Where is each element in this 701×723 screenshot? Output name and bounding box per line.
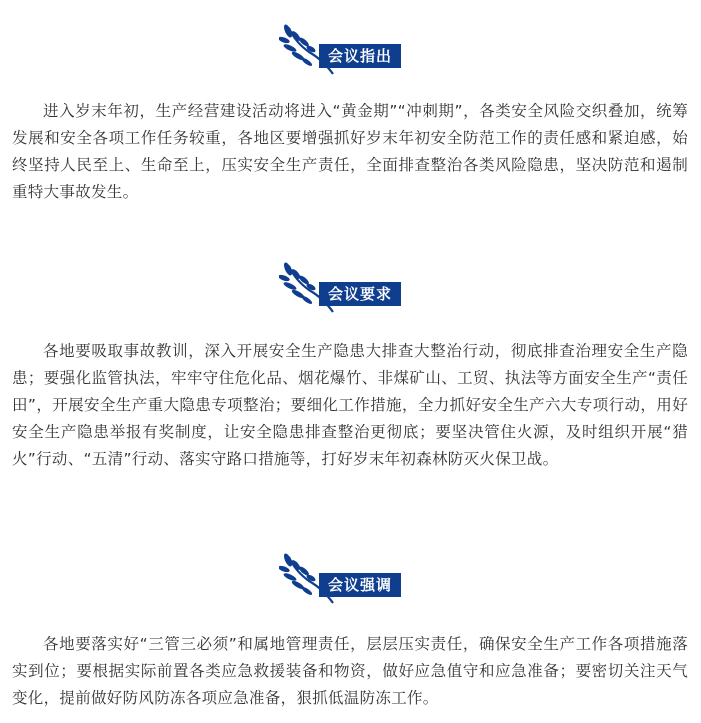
- section-heading: [279, 551, 409, 605]
- section-meeting-requirements: [0, 260, 701, 468]
- section-meeting-emphasis: [0, 551, 701, 707]
- section-heading-label: 会议指出: [319, 44, 401, 68]
- section-meeting-points: [0, 22, 701, 201]
- section-heading: [279, 260, 409, 314]
- section-body: 各地要吸取事故教训，深入开展安全生产隐患大排查大整治行动，彻底排查治理安全生产隐患；要强化监管执法，牢牢守住危化品、烟花爆竹、非煤矿山、工贸、执法等方面安全生产“责任田”，开展安全生产重大隐患专项整治；要细化工作措施，全力抓好安全生产六大专项行动，用好安全生产隐患举报有奖制度，让安全隐患排查整治更彻底；要坚决管住火源，及时组织开展“猎火”行动、“五清”行动、落实守路口措施等，打好岁末年初森林防灭火保卫战。: [12, 342, 688, 468]
- section-heading-label: 会议要求: [319, 282, 401, 306]
- section-body: 各地要落实好“三管三必须”和属地管理责任，层层压实责任，确保安全生产工作各项措施落实到位；要根据实际前置各类应急救援装备和物资，做好应急值守和应急准备；要密切关注天气变化，提前做好防风防冻各项应急准备，狠抓低温防冻工作。: [12, 635, 688, 707]
- section-body: 进入岁末年初，生产经营建设活动将进入“黄金期”“冲刺期”，各类安全风险交织叠加，统筹发展和安全各项工作任务较重，各地区要增强抓好岁末年初安全防范工作的责任感和紧迫感，始终坚持人民至上、生命至上，压实安全生产责任，全面排查整治各类风险隐患，坚决防范和遏制重特大事故发生。: [12, 102, 688, 201]
- section-heading: [279, 22, 409, 76]
- section-heading-label: 会议强调: [319, 573, 401, 597]
